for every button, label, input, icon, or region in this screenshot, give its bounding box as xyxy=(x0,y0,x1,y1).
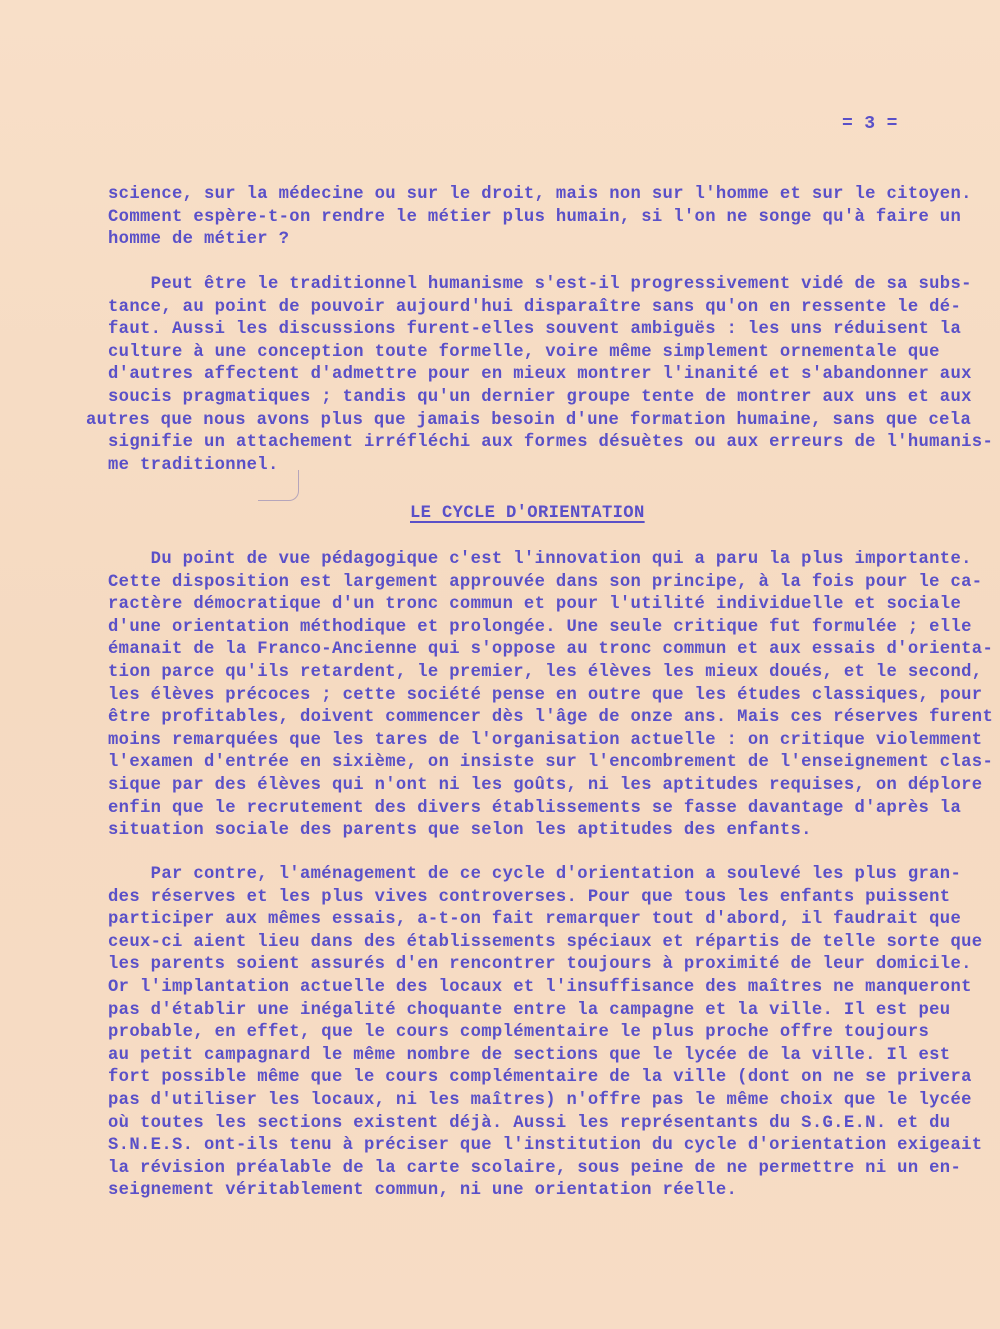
text-line: être profitables, doivent commencer dès l'âge de onze ans. Mais ces réserves furent xyxy=(108,708,994,728)
text-line: pas d'établir une inégalité choquante entre la campagne et la ville. Il est peu xyxy=(108,1000,951,1020)
text-line: soucis pragmatiques ; tandis qu'un dernier groupe tente de montrer aux uns et aux xyxy=(108,387,972,407)
text-line: où toutes les sections existent déjà. Aussi les représentants du S.G.E.N. et du xyxy=(108,1113,951,1133)
text-line: sique par des élèves qui n'ont ni les goûts, ni les aptitudes requises, on déplore xyxy=(108,775,983,795)
paragraph-3 xyxy=(108,549,998,843)
text-line: ceux-ci aient lieu dans des établissements spéciaux et répartis de telle sorte que xyxy=(108,932,983,952)
text-line: d'une orientation méthodique et prolongée. Une seule critique fut formulée ; elle xyxy=(108,617,972,637)
text-line: au petit campagnard le même nombre de sections que le lycée de la ville. Il est xyxy=(108,1045,951,1065)
text-line: des réserves et les plus vives controverses. Pour que tous les enfants puissent xyxy=(108,887,951,907)
section-heading: LE CYCLE D'ORIENTATION xyxy=(410,504,645,523)
page-number: = 3 = xyxy=(842,114,898,134)
paragraph-1 xyxy=(108,184,998,252)
text-line: l'examen d'entrée en sixième, on insiste sur l'encombrement de l'enseignement clas- xyxy=(108,753,994,773)
text-line: tion parce qu'ils retardent, le premier, les élèves les mieux doués, et le second, xyxy=(108,662,983,682)
text-line: les élèves précoces ; cette société pense en outre que les études classiques, pour xyxy=(108,685,983,705)
text-line: tance, au point de pouvoir aujourd'hui disparaître sans qu'on en ressente le dé- xyxy=(108,297,962,317)
text-line: science, sur la médecine ou sur le droit, mais non sur l'homme et sur le citoyen. xyxy=(108,185,972,204)
text-line: émanait de la Franco-Ancienne qui s'oppose au tronc commun et aux essais d'orienta- xyxy=(108,640,994,660)
text-line: Du point de vue pédagogique c'est l'innovation qui a paru la plus importante. xyxy=(108,550,972,569)
text-line: participer aux mêmes essais, a-t-on fait remarquer tout d'abord, il faudrait que xyxy=(108,910,962,930)
text-line: faut. Aussi les discussions furent-elles souvent ambiguës : les uns réduisent la xyxy=(108,320,962,340)
text-line: Comment espère-t-on rendre le métier plus humain, si l'on ne songe qu'à faire un xyxy=(108,207,962,227)
text-line: fort possible même que le cours complémentaire de la ville (dont on ne se privera xyxy=(108,1068,972,1088)
paragraph-2 xyxy=(86,274,998,477)
text-line: moins remarquées que les tares de l'organisation actuelle : on critique violemment xyxy=(108,730,983,750)
text-line: S.N.E.S. ont-ils tenu à préciser que l'institution du cycle d'orientation exigeait xyxy=(108,1136,983,1156)
text-line: situation sociale des parents que selon les aptitudes des enfants. xyxy=(108,821,812,841)
text-line: la révision préalable de la carte scolaire, sous peine de ne permettre ni un en- xyxy=(108,1158,962,1178)
text-line: Par contre, l'aménagement de ce cycle d'orientation a soulevé les plus gran- xyxy=(108,865,962,884)
text-line: les parents soient assurés d'en rencontrer toujours à proximité de leur domicile. xyxy=(108,955,972,975)
text-line: Cette disposition est largement approuvée dans son principe, à la fois pour le ca- xyxy=(108,572,983,592)
text-line: Peut être le traditionnel humanisme s'est-il progressivement vidé de sa subs- xyxy=(108,275,972,294)
text-line: culture à une conception toute formelle, voire même simplement ornementale que xyxy=(108,342,940,362)
text-line: autres que nous avons plus que jamais besoin d'une formation humaine, sans que cela xyxy=(86,410,972,430)
text-line: homme de métier ? xyxy=(108,230,290,250)
text-line: pas d'utiliser les locaux, ni les maîtres) n'offre pas le même choix que le lycée xyxy=(108,1090,972,1110)
handwritten-bracket-mark xyxy=(258,470,299,501)
text-line: Or l'implantation actuelle des locaux et l'insuffisance des maîtres ne manqueront xyxy=(108,977,972,997)
text-line: ractère démocratique d'un tronc commun et pour l'utilité individuelle et sociale xyxy=(108,595,962,615)
text-line: seignement véritablement commun, ni une orientation réelle. xyxy=(108,1181,738,1201)
text-line: probable, en effet, que le cours complémentaire le plus proche offre toujours xyxy=(108,1023,930,1043)
text-line: enfin que le recrutement des divers établissements se fasse davantage d'après la xyxy=(108,798,962,818)
text-line: d'autres affectent d'admettre pour en mieux montrer l'inanité et s'abandonner aux xyxy=(108,365,972,385)
paragraph-4 xyxy=(108,864,998,1203)
text-line: signifie un attachement irréfléchi aux formes désuètes ou aux erreurs de l'humanis- xyxy=(108,433,994,453)
text-line: me traditionnel. xyxy=(108,455,279,475)
